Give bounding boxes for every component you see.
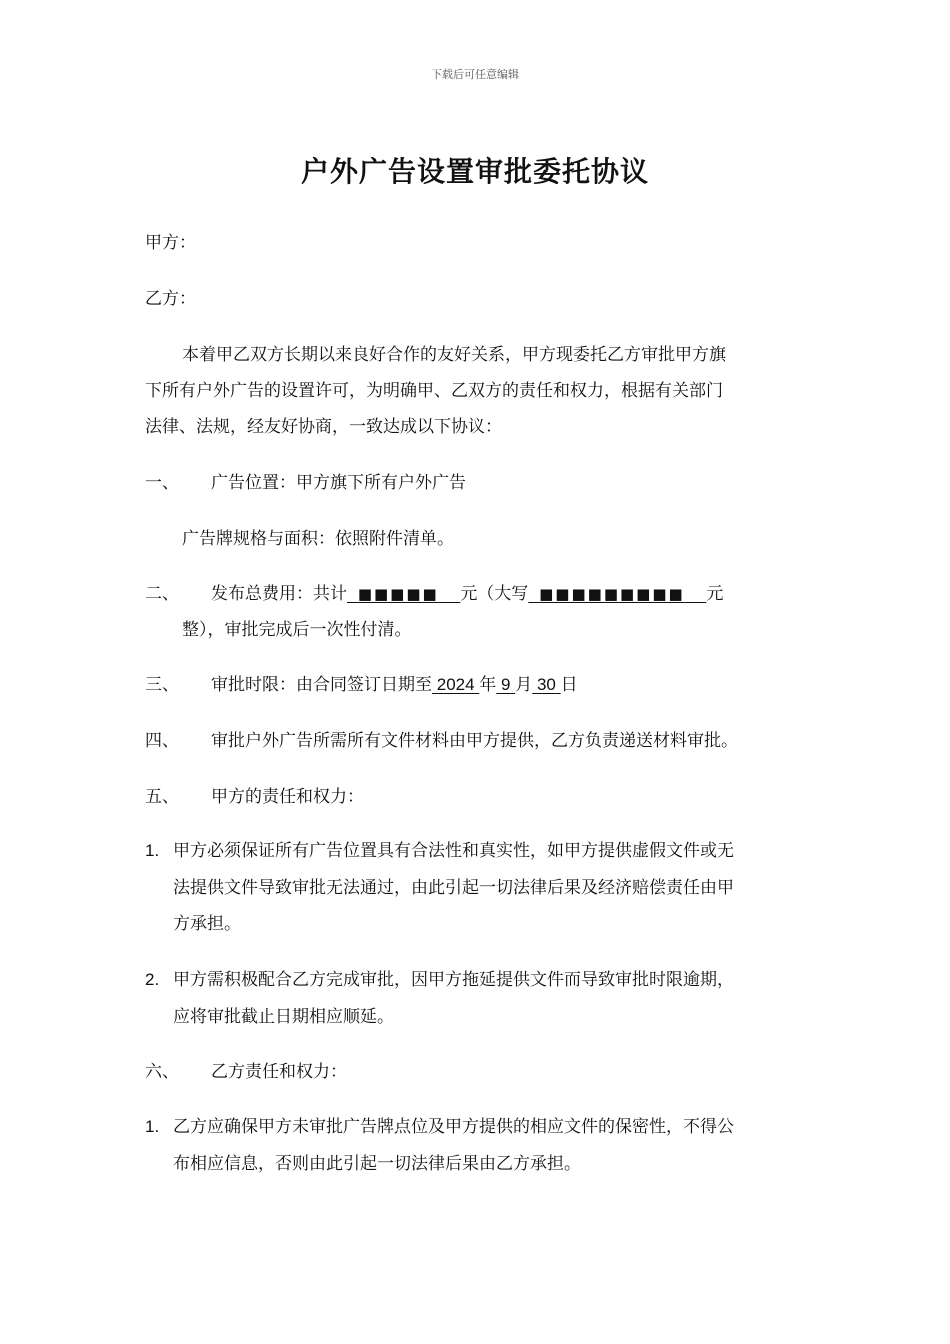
section-5-number: 五、 — [145, 787, 179, 807]
list-item-line: 方承担。 — [173, 914, 241, 934]
intro-line-2: 下所有户外广告的设置许可，为明确甲、乙双方的责任和权力，根据有关部门 — [145, 381, 723, 401]
day-value: 30 — [536, 675, 556, 694]
page-header: 下载后可任意编辑 — [431, 68, 519, 81]
day-unit: 日 — [560, 675, 578, 695]
section-6-text: 乙方责任和权力： — [211, 1062, 347, 1082]
amount-caps-redacted: ■■■■■■■■■ — [539, 585, 685, 603]
section-2-number: 二、 — [145, 584, 179, 604]
intro-line-1: 本着甲乙双方长期以来良好合作的友好关系，甲方现委托乙方审批甲方旗 — [182, 345, 726, 365]
section-6 — [145, 1058, 347, 1086]
section-2 — [145, 580, 723, 608]
section-3-pre: 审批时限：由合同签订日期至 — [211, 675, 432, 695]
section-2-mid: 元（大写 — [460, 584, 529, 604]
amount-redacted: ■■■■■ — [357, 585, 439, 603]
section-6-number: 六、 — [145, 1062, 179, 1082]
list-item-line: 甲方需积极配合乙方完成审批，因甲方拖延提供文件而导致审批时限逾期， — [173, 970, 734, 990]
section-3 — [145, 671, 578, 699]
list-item — [145, 1113, 734, 1141]
section-2-post: 元 — [706, 584, 724, 604]
section-4-number: 四、 — [145, 731, 179, 751]
list-item-number: 2. — [145, 970, 160, 989]
list-item-line: 布相应信息，否则由此引起一切法律后果由乙方承担。 — [173, 1154, 581, 1174]
section-2-cont: 整），审批完成后一次性付清。 — [182, 620, 412, 640]
document-title: 户外广告设置审批委托协议 — [300, 155, 649, 188]
list-item-number: 1. — [145, 1117, 160, 1136]
amount-blank — [347, 584, 460, 604]
list-item-line: 甲方必须保证所有广告位置具有合法性和真实性，如甲方提供虚假文件或无 — [173, 841, 734, 861]
month-value: 9 — [501, 675, 511, 694]
section-2-pre: 发布总费用：共计 — [211, 584, 347, 604]
section-4 — [145, 727, 738, 755]
list-item-line: 乙方应确保甲方未审批广告牌点位及甲方提供的相应文件的保密性，不得公 — [173, 1117, 734, 1137]
list-item-line: 应将审批截止日期相应顺延。 — [173, 1007, 394, 1027]
party-b-label: 乙方： — [145, 289, 196, 309]
section-1-number: 一、 — [145, 473, 179, 493]
section-5-text: 甲方的责任和权力： — [211, 787, 364, 807]
section-1 — [145, 469, 466, 497]
section-4-text: 审批户外广告所需所有文件材料由甲方提供，乙方负责递送材料审批。 — [211, 731, 738, 751]
month-unit: 月 — [515, 675, 533, 695]
section-1-text: 广告位置：甲方旗下所有户外广告 — [211, 473, 466, 493]
amount-caps-blank — [528, 584, 706, 604]
intro-line-3: 法律、法规，经友好协商，一致达成以下协议： — [145, 417, 502, 437]
section-1-sub: 广告牌规格与面积：依照附件清单。 — [182, 529, 454, 549]
year-unit: 年 — [479, 675, 497, 695]
party-a-label: 甲方： — [145, 233, 196, 253]
section-3-number: 三、 — [145, 675, 179, 695]
section-5 — [145, 783, 364, 811]
list-item-number: 1. — [145, 841, 160, 860]
year-value: 2024 — [436, 675, 475, 694]
list-item — [145, 837, 734, 865]
list-item-line: 法提供文件导致审批无法通过，由此引起一切法律后果及经济赔偿责任由甲 — [173, 878, 734, 898]
list-item — [145, 966, 734, 994]
